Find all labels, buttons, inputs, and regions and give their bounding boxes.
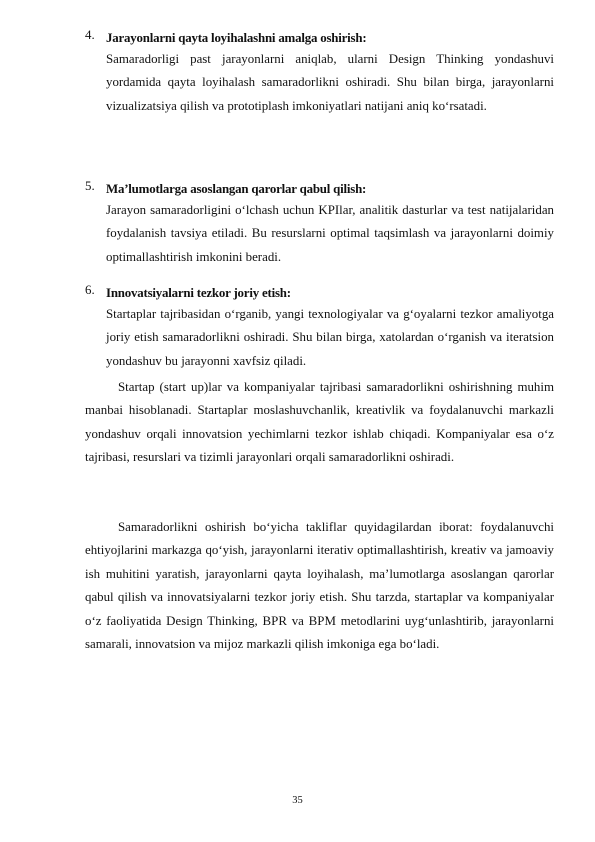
list-item-text: Samaradorligi past jarayonlarni aniqlab, ularni Design Thinking yondashuvi yordamida qayta loyihalash samaradorlikni oshiradi. Shu bilan birga, jarayonlarni vizualizatsiya qilish va prototiplash imkoniyatlari natijani aniq ko‘rsatadi. <box>106 52 554 113</box>
body-paragraph-2: Samaradorlikni oshirish bo‘yicha takliflar quyidagilardan iborat: foydalanuvchi ehtiyojlarini markazga qo‘yish, jarayonlarni iterativ optimallashtirish, kreativ va jamoaviy ish muhitini yaratish, jarayonlarni qayta loyihalash, ma’lumotlarga asoslangan qarorlar qabul qilish va innovatsiyalarni tezkor joriy etish. Shu tarzda, startaplar va kompaniyalar o‘z faoliyatida Design Thinking, BPR va BPM metodlarini uyg‘unlashtirib, jarayonlarni samarali, innovatsion va mijoz markazli qilish imkoniga ega bo‘ladi. <box>85 520 554 652</box>
list-item-text: Jarayon samaradorligini o‘lchash uchun KPIlar, analitik dasturlar va test natijalaridan foydalanish tavsiya etiladi. Bu resurslarni optimal taqsimlash va jarayonlarni doimiy optimallashtirish imkonini beradi. <box>106 203 554 264</box>
list-item-text: Startaplar tajribasidan o‘rganib, yangi texnologiyalar va g‘oyalarni tezkor amaliyotga joriy etish samaradorlikni oshiradi. Shu bilan birga, xatolardan o‘rganish va iteratsion yondashuv bu jarayonni xavfsiz qiladi. <box>106 307 554 368</box>
list-item-title: Jarayonlarni qayta loyihalashni amalga oshirish: <box>106 31 367 45</box>
list-item-title: Ma’lumotlarga asoslangan qarorlar qabul qilish: <box>106 182 367 196</box>
list-item-4 <box>85 28 554 118</box>
list-item-title: Innovatsiyalarni tezkor joriy etish: <box>106 286 291 300</box>
list-number: 4. <box>85 28 95 42</box>
list-item-5 <box>85 179 554 269</box>
list-number: 6. <box>85 283 95 297</box>
body-paragraph-1: Startap (start up)lar va kompaniyalar tajribasi samaradorlikni oshirishning muhim manbai hisoblanadi. Startaplar moslashuvchanlik, kreativlik va foydalanuvchi markazli yondashuv orqali innovatsion yechimlarni tezkor ishlab chiqadi. Kompaniyalar esa o‘z tajribasi, resurslari va tizimli jarayonlari orqali samaradorlikni oshiradi. <box>85 380 554 465</box>
page-number: 35 <box>292 795 303 806</box>
list-item-6 <box>85 283 554 373</box>
list-number: 5. <box>85 179 95 193</box>
